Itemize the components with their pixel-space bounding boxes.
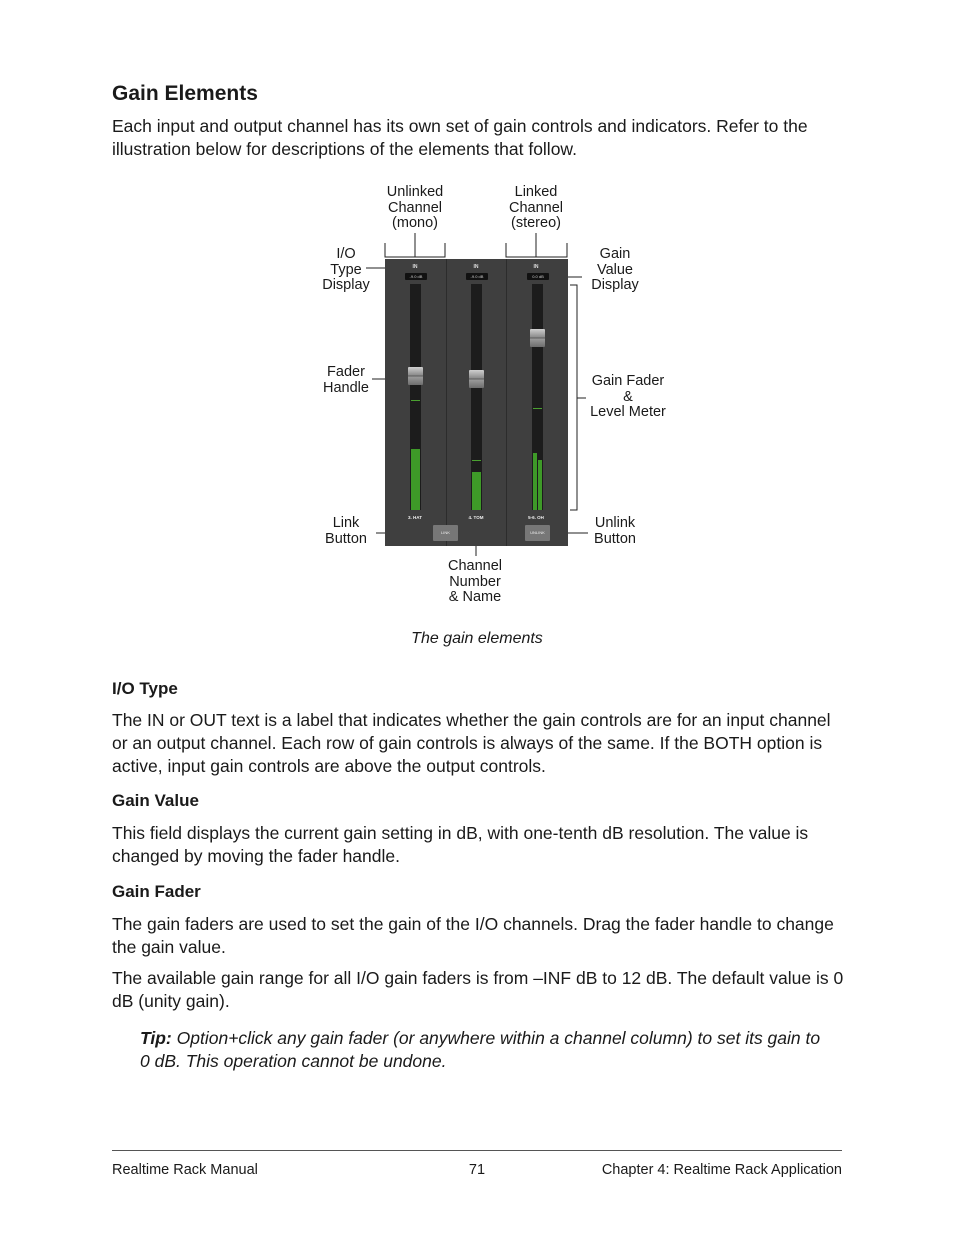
channel-name: 4. TOM: [468, 515, 484, 520]
section-paragraph: The available gain range for all I/O gain faders is from –INF dB to 12 dB. The default value is 0 dB (unity gain).: [112, 968, 844, 1011]
section-heading: Gain Elements: [112, 82, 258, 105]
fader-handle[interactable]: [530, 329, 545, 347]
gain-fader-track[interactable]: [471, 284, 482, 510]
callout-channel-name: Channel Number & Name: [447, 558, 502, 605]
fader-handle[interactable]: [469, 370, 484, 388]
gain-value-display[interactable]: 0.0 dB: [527, 273, 549, 280]
channel-strip: [385, 259, 450, 546]
page-number: 71: [468, 1162, 486, 1178]
callout-linked-channel: Linked Channel (stereo): [508, 184, 563, 231]
callout-gain-fader: Gain Fader & Level Meter: [590, 373, 666, 420]
unlink-button[interactable]: UNLINK: [525, 525, 550, 541]
section-paragraph: The IN or OUT text is a label that indicates whether the gain controls are for an input channel or an output channel. Each row of gain controls is always of the same. If the BOTH option is active, input gain controls are above the output controls.: [112, 710, 831, 776]
callout-fader-handle: Fader Handle: [323, 364, 369, 396]
io-type-label: IN: [533, 264, 539, 270]
footer-chapter-title: Chapter 4: Realtime Rack Application: [601, 1162, 842, 1178]
gain-fader-track[interactable]: [532, 284, 543, 510]
section-title-io-type: I/O Type: [112, 679, 178, 698]
channel-strip-linked: [506, 259, 566, 546]
callout-link-button: Link Button: [325, 515, 367, 547]
tip-label: Tip:: [140, 1028, 172, 1048]
section-title-gain-value: Gain Value: [112, 791, 199, 810]
fader-handle[interactable]: [408, 367, 423, 385]
callout-unlinked-channel: Unlinked Channel (mono): [386, 184, 444, 231]
callout-gain-value: Gain Value Display: [591, 246, 639, 293]
peak-indicator: [411, 400, 420, 401]
level-meter-left: [533, 453, 537, 510]
callout-io-type: I/O Type Display: [322, 246, 370, 293]
section-paragraph: The gain faders are used to set the gain of the I/O channels. Drag the fader handle to change the gain value.: [112, 914, 834, 957]
footer-divider: [112, 1150, 842, 1151]
gain-value-display[interactable]: -9.0 dB: [466, 273, 488, 280]
level-meter-right: [538, 460, 542, 510]
peak-indicator: [472, 460, 481, 461]
gain-fader-track[interactable]: [410, 284, 421, 510]
io-type-label: IN: [412, 264, 418, 270]
link-button[interactable]: LINK: [433, 525, 458, 541]
channel-strip: [446, 259, 506, 546]
level-meter: [472, 472, 481, 510]
channel-name: 5-6. OH: [528, 515, 544, 520]
footer-manual-title: Realtime Rack Manual: [112, 1162, 258, 1178]
intro-paragraph: Each input and output channel has its own set of gain controls and indicators. Refer to the illustration below for descriptions of the elements that follow.: [112, 116, 808, 159]
mixer-panel: [385, 259, 568, 546]
section-paragraph: This field displays the current gain setting in dB, with one-tenth dB resolution. The value is changed by moving the fader handle.: [112, 823, 809, 866]
peak-indicator: [533, 408, 542, 409]
level-meter: [411, 449, 420, 510]
tip-text: Option+click any gain fader (or anywhere within a channel column) to set its gain to 0 dB. This operation cannot be undone.: [140, 1028, 821, 1071]
gain-value-display[interactable]: -9.0 dB: [405, 273, 427, 280]
channel-name: 3. HAT: [408, 515, 422, 520]
tip-note: [140, 1027, 830, 1073]
section-title-gain-fader: Gain Fader: [112, 882, 201, 901]
callout-unlink-button: Unlink Button: [594, 515, 636, 547]
io-type-label: IN: [473, 264, 479, 270]
figure-caption: The gain elements: [411, 630, 543, 647]
